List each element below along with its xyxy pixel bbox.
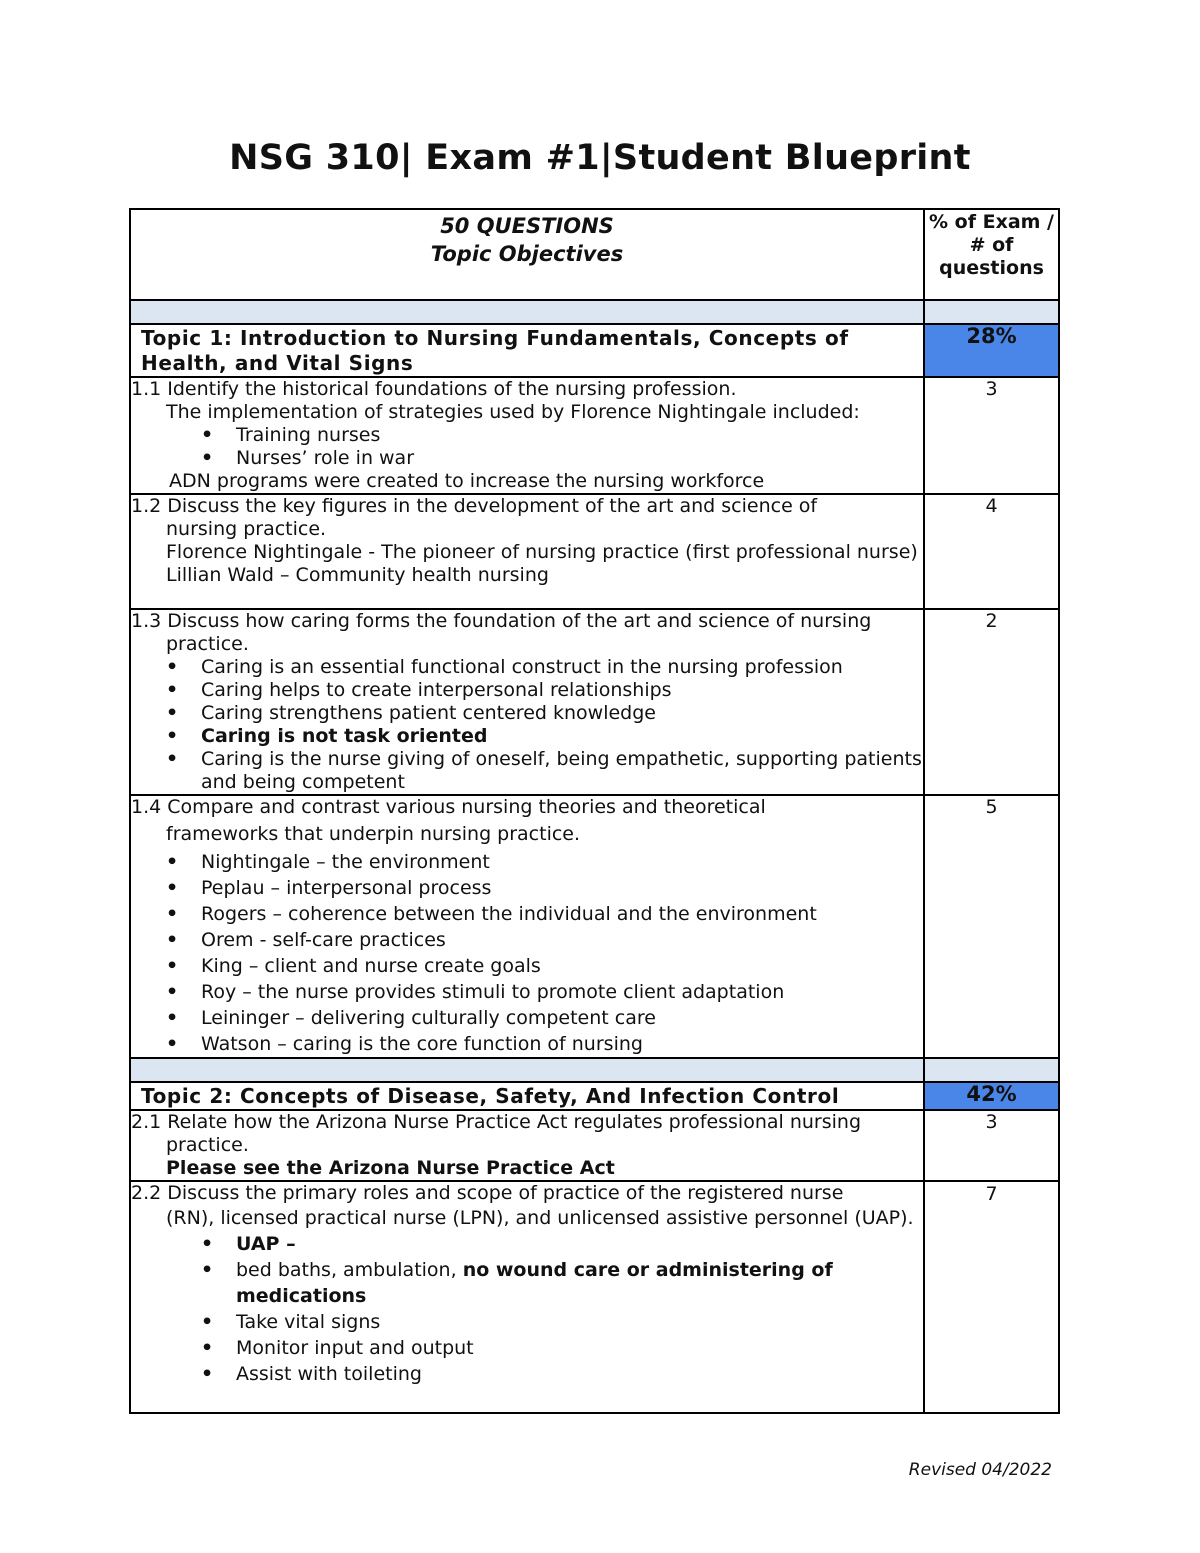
list-item: • Caring is the nurse giving of oneself, being empathetic, supporting patients and being competent	[131, 748, 923, 794]
question-count: 3	[924, 377, 1059, 494]
list-item: • Caring helps to create interpersonal relationships	[131, 679, 923, 702]
revision-note: Revised 04/2022	[908, 1460, 1052, 1480]
objective-row	[130, 795, 1059, 1058]
question-count: 5	[924, 795, 1059, 1058]
list-item: • Nurses’ role in war	[131, 447, 923, 470]
objective-row	[130, 1181, 1059, 1413]
list-item: • Monitor input and output	[131, 1335, 923, 1361]
list-item: • Roy – the nurse provides stimuli to promote client adaptation	[131, 979, 923, 1005]
topic-row	[130, 1082, 1059, 1110]
blueprint-table	[129, 208, 1060, 1414]
question-count: 4	[924, 494, 1059, 609]
objective-text: 2.2 Discuss the primary roles and scope of practice of the registered nurse (RN), licensed practical nurse (LPN), and unlicensed assistive personnel (UAP). • UAP – • bed baths, ambulation, no wound care or administering of medications • Take vital signs • Monitor input and output • Assist with toileting	[130, 1181, 924, 1413]
list-item: • Peplau – interpersonal process	[131, 875, 923, 901]
topic-title: Topic 2: Concepts of Disease, Safety, And Infection Control	[130, 1082, 924, 1110]
list-item: • Orem - self-care practices	[131, 927, 923, 953]
objective-text: 1.2 Discuss the key figures in the development of the art and science of nursing practice. Florence Nightingale - The pioneer of nursing practice (first professional nurse) Lillian Wald – Community health nursing	[130, 494, 924, 609]
table-header-row	[130, 209, 1059, 300]
questions-count-heading: 50 QUESTIONS Topic Objectives	[430, 214, 624, 266]
list-item: • Caring strengthens patient centered knowledge	[131, 702, 923, 725]
header-objectives-cell	[130, 209, 924, 300]
page-title: NSG 310| Exam #1|Student Blueprint	[229, 138, 971, 178]
objective-text: 1.4 Compare and contrast various nursing theories and theoretical frameworks that underpin nursing practice. • Nightingale – the environment • Peplau – interpersonal process • Rogers – coherence between the individual and the environment • Orem - self-care practices • King – client and nurse create goals • Roy – the nurse provides stimuli to promote client adaptation • Leininger – delivering culturally competent care • Watson – caring is the core function of nursing	[130, 795, 924, 1058]
list-item: • Training nurses	[131, 424, 923, 447]
spacer-row	[130, 300, 1059, 324]
list-item: • Leininger – delivering culturally competent care	[131, 1005, 923, 1031]
spacer-row	[130, 1058, 1059, 1082]
topic-percent: 28%	[924, 324, 1059, 377]
topic-title: Topic 1: Introduction to Nursing Fundamentals, Concepts of Health, and Vital Signs	[130, 324, 924, 377]
objective-row	[130, 1110, 1059, 1181]
topic-row	[130, 324, 1059, 377]
question-count: 3	[924, 1110, 1059, 1181]
list-item: • Watson – caring is the core function of nursing	[131, 1031, 923, 1057]
list-item: • Caring is an essential functional construct in the nursing profession	[131, 656, 923, 679]
list-item: • King – client and nurse create goals	[131, 953, 923, 979]
list-item: • Rogers – coherence between the individual and the environment	[131, 901, 923, 927]
objective-text: 2.1 Relate how the Arizona Nurse Practice Act regulates professional nursing practice. Please see the Arizona Nurse Practice Act	[130, 1110, 924, 1181]
objective-row	[130, 377, 1059, 494]
objective-row	[130, 494, 1059, 609]
list-item: • Take vital signs	[131, 1309, 923, 1335]
header-percent-cell: % of Exam / # of questions	[924, 209, 1059, 300]
objective-text: 1.3 Discuss how caring forms the foundation of the art and science of nursing practice. • Caring is an essential functional construct in the nursing profession • Caring helps to create interpersonal relationships • Caring strengthens patient centered knowledge • Caring is not task oriented • Caring is the nurse giving of oneself, being empathetic, supporting patients and being competent	[130, 609, 924, 795]
list-item: • Caring is not task oriented	[131, 725, 923, 748]
objective-row	[130, 609, 1059, 795]
list-item: • Nightingale – the environment	[131, 849, 923, 875]
question-count: 7	[924, 1181, 1059, 1413]
list-item: • bed baths, ambulation, no wound care or administering of medications	[131, 1257, 923, 1309]
list-item: • UAP –	[131, 1231, 923, 1257]
question-count: 2	[924, 609, 1059, 795]
topic-percent: 42%	[924, 1082, 1059, 1110]
list-item: • Assist with toileting	[131, 1361, 923, 1387]
objective-text: 1.1 Identify the historical foundations of the nursing profession. The implementation of strategies used by Florence Nightingale included: • Training nurses • Nurses’ role in war ADN programs were created to increase the nursing workforce	[130, 377, 924, 494]
